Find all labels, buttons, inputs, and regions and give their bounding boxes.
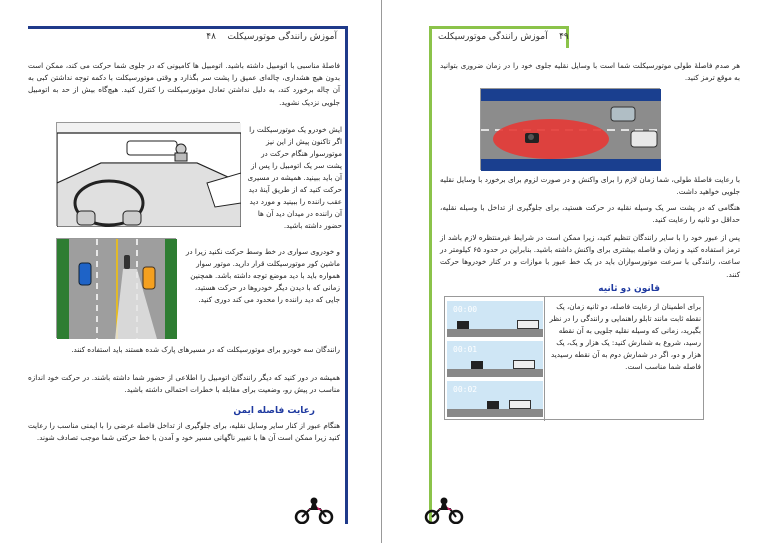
- car-interior-figure: [56, 122, 240, 226]
- road-lanes-figure: [56, 238, 176, 338]
- left-third-paragraph: هنگام عبور از کنار سایر وسایل نقلیه، برای جلوگیری از تداخل فاصله عرضی را با ایمنی مناسب را رعایت کنید زیرا ممکن است آن ها با تغییر ناگهانی مسیر خود و آمدن با خط حرکتی شما موجب تصادف شوند.: [28, 421, 340, 443]
- right-second-paragraph: هنگامی که در پشت سر یک وسیله نقلیه در حرکت هستید، برای جلوگیری از تداخل با وسیله نقلیه، حداقل دو ثانیه را رعایت کنید.: [440, 203, 740, 225]
- right-intro-paragraph: هر صدم فاصلهٔ طولی موتورسیکلت شما است با وسایل نقلیه جلوی خود را در زمان ضروری بتوانید به موقع ترمز کنید.: [440, 61, 740, 83]
- following-distance-illustration: [481, 89, 661, 171]
- safe-distance-heading: رعایت فاصله ایمن: [233, 406, 315, 416]
- right-page-number: ۴۹: [559, 32, 569, 42]
- right-page: [384, 0, 768, 543]
- following-distance-figure: [480, 88, 660, 170]
- timer-panel-2: [447, 341, 543, 377]
- road-lanes-caption: و خودروی سواری در خط وسط حرکت نکنید زیرا در ماشین کور موتورسیکلت قرار دارید. موتور سوار همواره باید با دید موضع توجه داشته باشد. همچنین زمانی که با دیدن دیگر خودروها در حرکت هستید، جایی که دید راننده را محدود می کند دوری کنید.: [185, 247, 340, 304]
- timer-label-1: 00:00: [453, 305, 478, 314]
- timer-panel-1: [447, 301, 543, 337]
- right-first-paragraph: با رعایت فاصلهٔ طولی، شما زمان لازم را برای واکنش و در صورت لزوم برای برخورد با وسایل نقلیه جلویی خواهید داشت.: [440, 175, 740, 197]
- right-header-title-text: آموزش رانندگی موتورسیکلت: [438, 32, 548, 42]
- left-intro-paragraph: فاصلهٔ مناسبی با اتومبیل داشته باشید. اتومبیل ها کامیونی که در جلوی شما حرکت می کند، ممکن است بدون هیچ هشداری، چاله‌ای عمیق را پشت سر بگذارد و وقتی موتورسیکلت با دکمه توجه نداشتن کبی به آن چاله برخورد کند، به دلیل نداشتن تعادل موتورسیکلت را کنترل کنید. هیچ‌گاه بیش از حد به اتومبیل جلویی نزدیک نشوید.: [28, 61, 340, 107]
- motorcycle-logo-icon: [294, 496, 334, 524]
- right-header-title: [438, 32, 569, 42]
- timer-panels: [445, 297, 545, 421]
- two-second-rule-text: برای اطمینان از رعایت فاصله، دو ثانیه زمان، یک نقطه ثابت مانند تابلو راهنمایی و رانندگی را در نظر بگیرید، زمانی که وسیله نقلیه جلویی به آن نقطه رسید، شروع به شمارش کنید: یک هزار و یک، یک هزار و دو، اگر در شمارش دوم به آن نقطه رسیدید فاصله شما مناسب است.: [549, 302, 701, 371]
- left-page-border: [345, 26, 348, 524]
- car-interior-caption: ایش خودرو یک موتورسیکلت را اگر تاکنون پیش از این نیز موتورسوار هنگام حرکت در پشت سر یک اتومبیل را پس از آن باید ببینید. همیشه در مسیری حرکت کنید که از طریق آینهٔ دید عقب راننده را ببینید و مورد دید آن راننده در میدان دید آن ها حضور داشته باشید.: [247, 125, 342, 230]
- timer-label-3: 00:02: [453, 385, 478, 394]
- left-page: [0, 0, 382, 543]
- left-note-paragraph: رانندگان سه خودرو برای موتورسیکلت که در مسیرهای پارک شده هستند باید استفاده کنند.: [71, 345, 340, 354]
- left-page-header: [28, 26, 348, 48]
- right-page-border: [429, 26, 432, 524]
- left-header-title-text: آموزش رانندگی موتورسیکلت: [227, 32, 337, 42]
- motorcycle-logo-icon-right: [424, 496, 464, 524]
- right-page-header: [429, 26, 569, 48]
- two-second-rule-box: [444, 296, 704, 420]
- timer-label-2: 00:01: [453, 345, 478, 354]
- two-second-rule-heading: قانون دو ثانیه: [598, 284, 660, 294]
- left-second-paragraph: همیشه در دور کنید که دیگر رانندگان اتومبیل را اطلاعی از حضور شما داشته باشند. در حرکت خود اندازه مناسب در پیش رو، وضعیت برای مقابله با خطرات احتمالی داشته باشید.: [28, 373, 340, 395]
- left-header-title: [206, 32, 337, 42]
- timer-panel-3: [447, 381, 543, 417]
- road-lanes-illustration: [57, 239, 177, 339]
- right-third-paragraph: پس از عبور خود را با سایر رانندگان تنظیم کنید، زیرا ممکن است در شرایط غیرمنتظره لازم باشد از ترمز استفاده کنید و زمان و فاصله بیشتری برای واکنش داشته باشید. بنابراین در حدود ۶۵ کیلومتر در ساعت، رانندگی با سرعت موتورسواران باید در یک خط عبور با موازات و در کنار خودروها حرکت کنند.: [440, 233, 740, 279]
- left-page-number: ۴۸: [206, 32, 216, 42]
- car-interior-illustration: [57, 123, 241, 227]
